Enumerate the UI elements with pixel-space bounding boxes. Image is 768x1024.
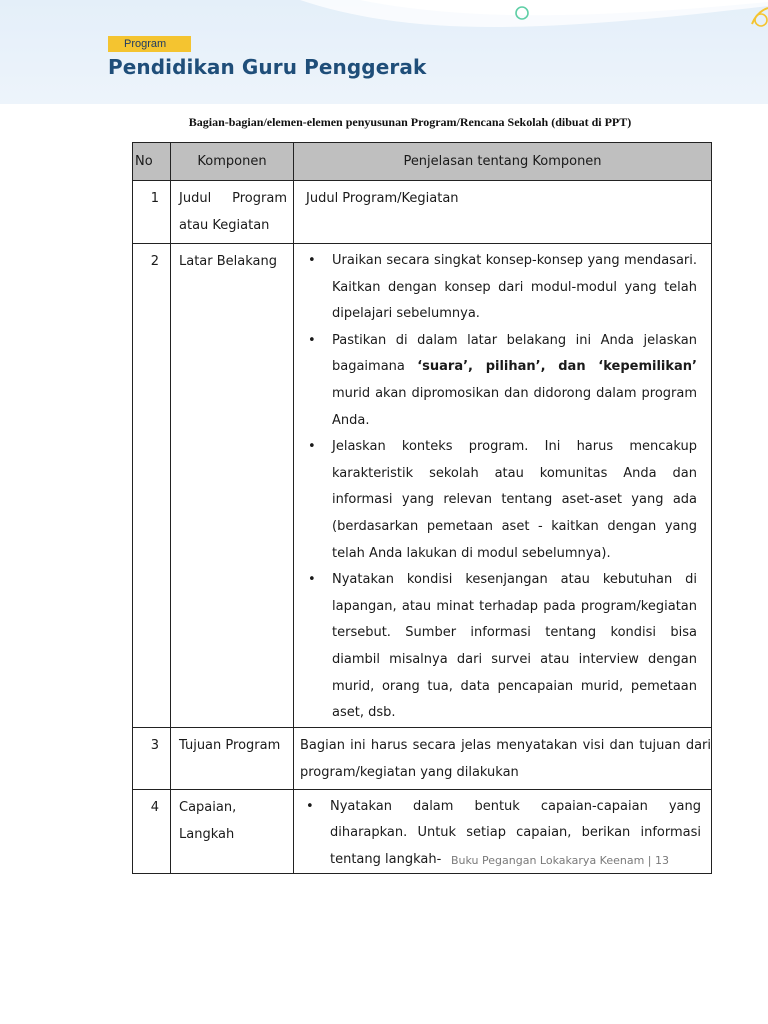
bullet-icon: • (308, 439, 316, 455)
component-line: Langkah (179, 826, 235, 842)
bullet-icon: • (306, 798, 314, 814)
components-table (132, 142, 712, 874)
table-row (133, 727, 712, 789)
row-number: 4 (133, 789, 171, 874)
bullet-icon: • (308, 572, 316, 588)
program-tag: Program (108, 36, 191, 52)
row-component: Tujuan Program (171, 727, 294, 789)
row-number: 2 (133, 244, 171, 728)
header-komponen: Komponen (171, 143, 294, 181)
row-number: 1 (133, 181, 171, 244)
table-caption: Bagian-bagian/elemen-elemen penyusunan Program/Rencana Sekolah (dibuat di PPT) (188, 115, 632, 129)
bullet-item: • Uraikan secara singkat konsep-konsep yang mendasari. Kaitkan dengan konsep dari modul-modul yang telah dipelajari sebelumnya. (308, 248, 697, 328)
bold-phrase: ‘suara’, pilihan’, dan ‘kepemilikan’ (417, 359, 697, 375)
row-component (171, 181, 294, 244)
component-line: Judul Program (179, 191, 287, 206)
document-title: Pendidikan Guru Penggerak (108, 55, 427, 79)
header-penjelasan: Penjelasan tentang Komponen (294, 143, 712, 181)
header-no: No (133, 143, 171, 181)
row-description: Bagian ini harus secara jelas menyatakan visi dan tujuan dari program/kegiatan yang dilakukan (294, 727, 712, 789)
row-component (171, 789, 294, 874)
table-row (133, 181, 712, 244)
component-line: Capaian, (179, 799, 237, 815)
table-row (133, 244, 712, 728)
bullet-item: • Pastikan di dalam latar belakang ini Anda jelaskan bagaimana ‘suara’, pilihan’, dan ‘kepemilikan’ murid akan dipromosikan dan didorong dalam program Anda. (308, 328, 697, 434)
table-header-row (133, 143, 712, 181)
bullet-icon: • (308, 253, 316, 268)
component-line: atau Kegiatan (179, 218, 270, 233)
row-component: Latar Belakang (171, 244, 294, 728)
row-description (294, 244, 712, 728)
header-band (0, 0, 768, 104)
bullet-item: • Nyatakan dalam bentuk capaian-capaian yang diharapkan. Untuk setiap capaian, berikan informasi tentang langkah- (306, 794, 701, 874)
page-footer: Buku Pegangan Lokakarya Keenam | 13 (451, 854, 670, 867)
bullet-icon: • (308, 332, 316, 348)
row-description: Judul Program/Kegiatan (294, 181, 712, 244)
bullet-item: • Nyatakan kondisi kesenjangan atau kebutuhan di lapangan, atau minat terhadap pada program/kegiatan tersebut. Sumber informasi tentang kondisi bisa diambil misalnya dari survei atau interview dengan murid, orang tua, data pencapaian murid, pemetaan aset, dsb. (308, 567, 697, 727)
bullet-item: • Jelaskan konteks program. Ini harus mencakup karakteristik sekolah atau komunitas Anda dan informasi yang relevan tentang aset-aset yang ada (berdasarkan pemetaan aset - kaitkan dengan yang telah Anda lakukan di modul sebelumnya). (308, 434, 697, 567)
bullet-list (294, 248, 711, 727)
wave-decoration (0, 0, 768, 104)
row-number: 3 (133, 727, 171, 789)
